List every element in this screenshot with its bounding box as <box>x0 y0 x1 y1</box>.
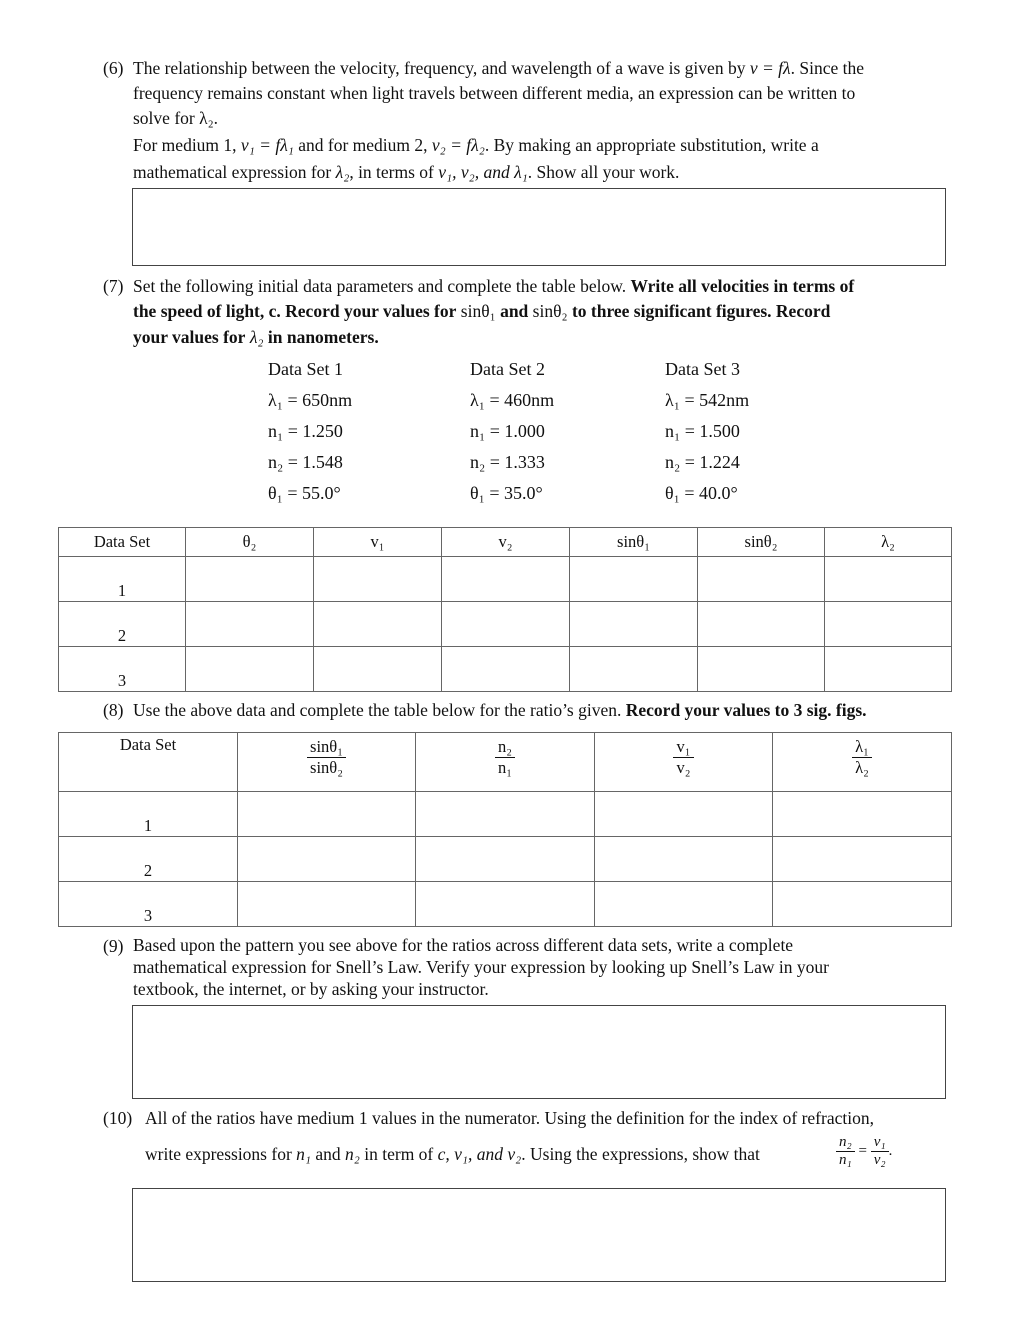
row-label: 1 <box>59 792 238 837</box>
param-lambda1: λ₁ = 460nm <box>470 390 555 410</box>
question-7-line-2: the speed of light, c. Record your values for sinθ₁ and sinθ₂ to three significant figures. Record <box>133 301 831 321</box>
table-cell[interactable] <box>773 837 952 882</box>
table-cell[interactable] <box>442 602 570 647</box>
table-cell[interactable] <box>416 792 595 837</box>
table-cell[interactable] <box>442 647 570 692</box>
table-cell[interactable] <box>416 837 595 882</box>
table-cell[interactable] <box>570 557 698 602</box>
table-cell[interactable] <box>238 837 416 882</box>
question-9-answer-box[interactable] <box>132 1005 946 1099</box>
table-cell[interactable] <box>825 557 952 602</box>
question-10-ratio-equation: $\frac{\text{n₂}}{\text{n₁}}$ = $\frac{\text{v₁}}{\text{v₂}}$ . <box>836 1134 892 1169</box>
header-data-set: Data Set <box>59 733 238 792</box>
question-8-line-1: Use the above data and complete the table below for the ratio’s given. Record your values to 3 sig. figs. <box>133 700 867 720</box>
row-label: 1 <box>59 557 186 602</box>
question-7-line-1: Set the following initial data parameters and complete the table below. Write all velocities in terms of <box>133 276 855 296</box>
header-v1: v₁ <box>314 528 442 557</box>
header-sin-theta2: sinθ₂ <box>698 528 825 557</box>
header-lambda2: λ₂ <box>825 528 952 557</box>
question-10-number: (10) <box>103 1108 133 1128</box>
question-6-line-5: mathematical expression for λ₂, in terms of v₁, v₂, and λ₁. Show all your work. <box>133 162 680 182</box>
row-label: 3 <box>59 647 186 692</box>
table-cell[interactable] <box>570 647 698 692</box>
table-header-row <box>59 733 952 792</box>
question-9-line-2: mathematical expression for Snell’s Law. Verify your expression by looking up Snell’s Law in your <box>133 957 829 977</box>
param-n2: n₂ = 1.548 <box>268 452 343 472</box>
table-cell[interactable] <box>698 602 825 647</box>
param-n1: n₁ = 1.000 <box>470 421 545 441</box>
table-cell[interactable] <box>186 557 314 602</box>
question-6-answer-box[interactable] <box>132 188 946 266</box>
question-6-number: (6) <box>103 58 124 78</box>
row-label: 2 <box>59 602 186 647</box>
header-sin-ratio: $\frac{\text{sinθ₁}}{\text{sinθ₂}}$ <box>238 733 416 792</box>
table-cell[interactable] <box>698 557 825 602</box>
data-set-title: Data Set 3 <box>665 359 740 379</box>
table-row <box>59 792 952 837</box>
table-row <box>59 602 952 647</box>
table-cell[interactable] <box>416 882 595 927</box>
table-cell[interactable] <box>442 557 570 602</box>
data-set-2-params <box>470 354 554 509</box>
question-6-line-1: The relationship between the velocity, frequency, and wavelength of a wave is given by v = fλ. Since the <box>133 58 864 78</box>
table-cell[interactable] <box>314 602 442 647</box>
header-sin-theta1: sinθ₁ <box>570 528 698 557</box>
table-row <box>59 837 952 882</box>
header-theta2: θ₂ <box>186 528 314 557</box>
param-theta1: θ₁ = 35.0° <box>470 483 543 503</box>
question-10-answer-box[interactable] <box>132 1188 946 1282</box>
table-row <box>59 557 952 602</box>
table-cell[interactable] <box>314 557 442 602</box>
header-n-ratio: $\frac{\text{n₂}}{\text{n₁}}$ <box>416 733 595 792</box>
param-lambda1: λ₁ = 650nm <box>268 390 353 410</box>
table-cell[interactable] <box>773 792 952 837</box>
table-cell[interactable] <box>773 882 952 927</box>
table-cell[interactable] <box>238 792 416 837</box>
table-header-row <box>59 528 952 557</box>
data-set-1-params <box>268 354 352 509</box>
question-9-line-1: Based upon the pattern you see above for the ratios across different data sets, write a complete <box>133 935 794 955</box>
question-9-number: (9) <box>103 936 124 956</box>
table-cell[interactable] <box>698 647 825 692</box>
header-v-ratio: $\frac{\text{v₁}}{\text{v₂}}$ <box>595 733 773 792</box>
table-cell[interactable] <box>825 647 952 692</box>
param-n2: n₂ = 1.333 <box>470 452 545 472</box>
param-n2: n₂ = 1.224 <box>665 452 740 472</box>
table-cell[interactable] <box>595 837 773 882</box>
header-v2: v₂ <box>442 528 570 557</box>
data-table-1 <box>58 527 952 692</box>
question-7-number: (7) <box>103 276 124 296</box>
param-theta1: θ₁ = 55.0° <box>268 483 341 503</box>
question-6-line-3: solve for λ₂. <box>133 108 219 128</box>
table-row <box>59 882 952 927</box>
table-cell[interactable] <box>314 647 442 692</box>
table-cell[interactable] <box>238 882 416 927</box>
param-theta1: θ₁ = 40.0° <box>665 483 738 503</box>
param-n1: n₁ = 1.250 <box>268 421 343 441</box>
header-data-set: Data Set <box>59 528 186 557</box>
question-8-number: (8) <box>103 700 124 720</box>
question-10-line-2: write expressions for n₁ and n₂ in term of c, v₁, and v₂. Using the expressions, show that <box>145 1144 760 1164</box>
table-cell[interactable] <box>825 602 952 647</box>
row-label: 3 <box>59 882 238 927</box>
data-set-3-params <box>665 354 749 509</box>
table-cell[interactable] <box>595 882 773 927</box>
data-set-title: Data Set 1 <box>268 359 343 379</box>
wave-equation: v = fλ <box>749 58 791 78</box>
question-10-line-1: All of the ratios have medium 1 values in the numerator. Using the definition for the index of refraction, <box>145 1108 874 1128</box>
header-lambda-ratio: $\frac{\text{λ₁}}{\text{λ₂}}$ <box>773 733 952 792</box>
table-row <box>59 647 952 692</box>
param-lambda1: λ₁ = 542nm <box>665 390 750 410</box>
data-set-title: Data Set 2 <box>470 359 545 379</box>
table-cell[interactable] <box>186 602 314 647</box>
row-label: 2 <box>59 837 238 882</box>
question-6-line-4: For medium 1, v₁ = fλ₁ and for medium 2, v₂ = fλ₂. By making an appropriate substitution, write a <box>133 135 819 155</box>
table-cell[interactable] <box>570 602 698 647</box>
question-6-line-2: frequency remains constant when light travels between different media, an expression can be written to <box>133 83 856 103</box>
question-9-line-3: textbook, the internet, or by asking your instructor. <box>133 979 489 999</box>
question-7-line-3: your values for λ₂ in nanometers. <box>133 327 379 347</box>
table-cell[interactable] <box>186 647 314 692</box>
table-cell[interactable] <box>595 792 773 837</box>
param-n1: n₁ = 1.500 <box>665 421 740 441</box>
ratio-table <box>58 732 952 927</box>
